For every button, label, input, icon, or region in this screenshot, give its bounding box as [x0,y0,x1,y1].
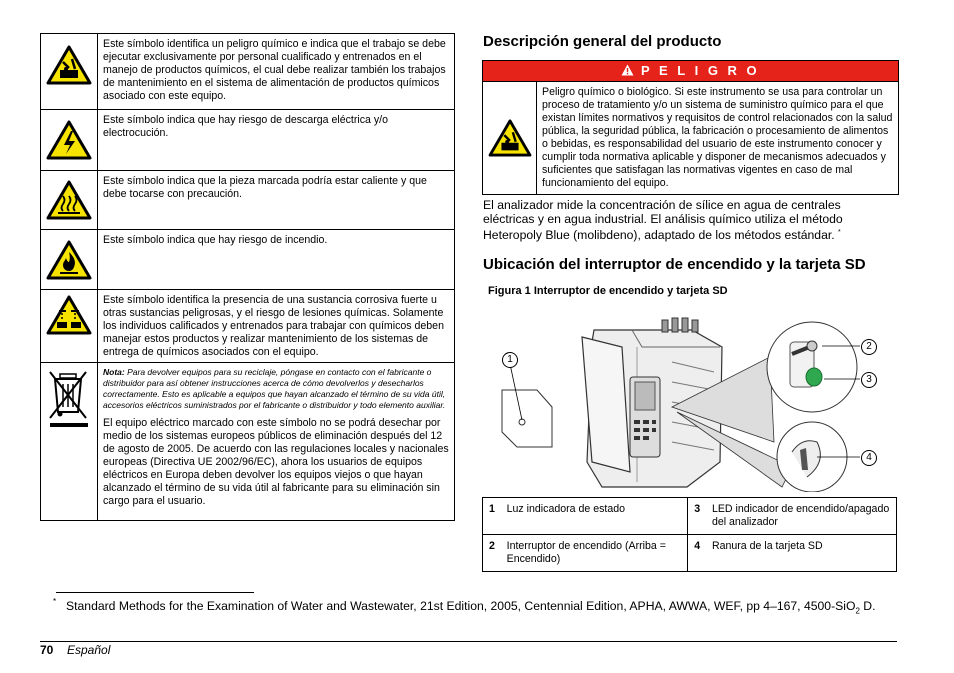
fire-hazard-icon [46,240,92,280]
hot-surface-icon [46,180,92,220]
legend-row: 1 Luz indicadora de estado 3 LED indicador de encendido/apagado del analizador [483,498,897,535]
weee-crossed-bin-icon [47,366,91,430]
callout-3: 3 [861,372,877,388]
electric-shock-icon [46,120,92,160]
corrosive-icon [46,295,92,335]
callout-2: 2 [861,339,877,355]
overview-body: El analizador mide la concentración de sílice en agua de centrales eléctricas y en agua industrial. El análisis químico utiliza el método Heteropoly Blue (molibdeno), adaptado de los métodos estándar. * [483,198,843,243]
section-title-overview: Descripción general del producto [483,33,722,50]
symbol-description: Este símbolo identifica la presencia de una sustancia corrosiva fuerte u otras sustancias peligrosas, y el riesgo de lesiones químicas. Solamente los individuos calificados y entrenados para trabajar con químicos deben manejar estos productos y realizar mantenimiento de los sistemas de entrega de químicos asociados con el equipo. [98,290,455,363]
section-title-switch: Ubicación del interruptor de encendido y la tarjeta SD [483,256,866,273]
recycling-note: Nota: Para devolver equipos para su reciclaje, póngase en contacto con el fabricante o distribuidor para así obtener instrucciones acerca de cómo devolverlos y desecharlos correctamente. Esto es aplicable a equipos que hayan alcanzado el término de su vida útil, accesorios eléctricos suministrados por el fabricante o distribuidor y todo elemento auxiliar. [103,367,446,410]
danger-text: Peligro químico o biológico. Si este instrumento se usa para controlar un proceso de tratamiento y/o un sistema de suministro químico para el que existan límites normativos y requisitos de control relacionados con la salud pública, la seguridad pública, la fabricación o procesamiento de alimentos o bebidas, es responsabilidad del usuario de este instrumento conocer y cumplir toda normativa aplicable y disponer de mecanismos adecuados y suficientes que satisfagan las normativas vigentes en caso de mal funcionamiento del equipo. [542,86,893,189]
figure-analyzer-illustration [482,302,897,492]
callout-4: 4 [861,450,877,466]
footer-language: Español [67,643,111,657]
figure-caption: Figura 1 Interruptor de encendido y tarjeta SD [488,285,728,297]
symbol-row [41,34,455,110]
footer-rule [40,641,897,642]
callout-1: 1 [502,352,518,368]
page-number: 70 [40,643,54,657]
symbol-row [41,290,455,363]
symbol-row [41,171,455,230]
footnote-reference[interactable]: * [838,229,841,236]
safety-symbols-table [40,33,455,521]
footnote-mark: * [53,597,57,606]
chemical-hazard-icon [46,45,92,85]
danger-box [482,60,899,195]
symbol-description: Este símbolo identifica un peligro químico e indica que el trabajo se debe ejecutar exclusivamente por personal cualificado y entrenados en el manejo de productos químicos, el cual debe realizar también los trabajos de mantenimiento en el sistema de alimentación de productos químicos asociado con este equipo. [98,34,455,110]
danger-header [483,61,898,82]
weee-description: El equipo eléctrico marcado con este símbolo no se podrá desechar por medio de los sistemas europeos públicos de eliminación después del 12 de agosto de 2005. De acuerdo con las regulaciones locales y nacionales europeas (Directiva UE 2002/96/EC), ahora los usuarios de equipos eléctricos en Europa deben devolver los equipos viejos o que hayan alcanzado el término de su vida útil al fabricante para su eliminación sin cargo para el usuario. [103,417,449,507]
chemical-hazard-icon [488,119,532,157]
figure-legend-table [482,497,897,572]
footnote-rule [56,592,254,593]
legend-row: 2 Interruptor de encendido (Arriba = Encendido) 4 Ranura de la tarjeta SD [483,535,897,572]
symbol-description: Este símbolo indica que hay riesgo de descarga eléctrica y/o electrocución. [98,110,455,171]
analyzer-drawing [482,302,897,492]
symbol-row [41,363,455,521]
symbol-description: Este símbolo indica que la pieza marcada podría estar caliente y que debe tocarse con precaución. [98,171,455,230]
footnote-text: Standard Methods for the Examination of Water and Wastewater, 21st Edition, 2005, Centennial Edition, APHA, AWWA, WEF, pp 4–167, 4500-SiO$_2$ D. [66,599,876,616]
warning-triangle-icon [621,64,634,76]
danger-label: P E L I G R O [640,63,760,78]
symbol-description: Este símbolo indica que hay riesgo de incendio. [98,230,455,290]
symbol-row [41,110,455,171]
symbol-row [41,230,455,290]
